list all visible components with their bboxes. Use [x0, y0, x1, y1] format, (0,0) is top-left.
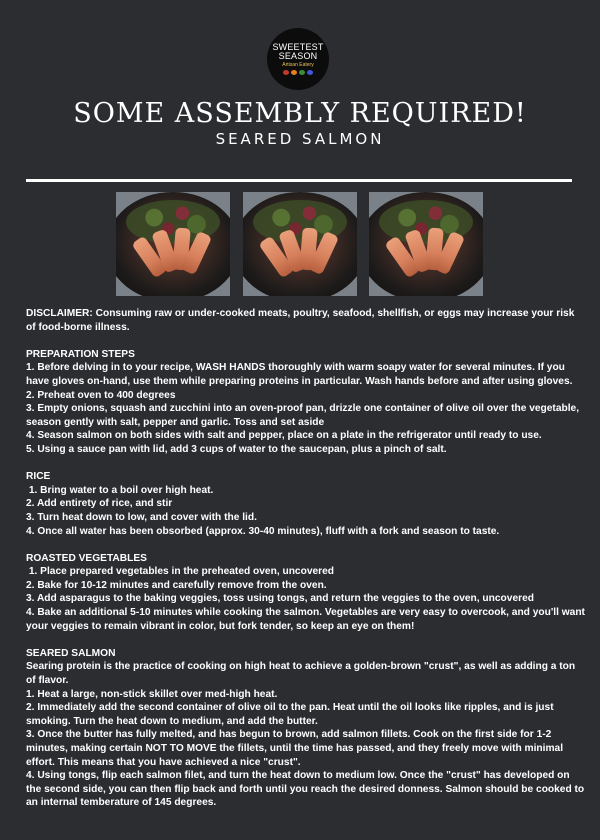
list-item: 1. Place prepared vegetables in the preheated oven, uncovered: [26, 566, 335, 578]
list-item: 2. Preheat oven to 400 degrees: [26, 389, 176, 401]
section-heading-salmon: SEARED SALMON: [26, 647, 116, 659]
list-item: 3. Once the butter has fully melted, and has begun to brown, add salmon fillets. Cook on the first side for 1-2 minutes, making certain NOT TO MOVE the fillets, until the time has passed, and they freely move with minimal effort. This means that you have achieved a nice "crust".: [26, 729, 564, 768]
list-item: 2. Add entirety of rice, and stir: [26, 498, 173, 510]
list-item: 3. Add asparagus to the baking veggies, toss using tongs, and return the veggies to the oven, uncovered: [26, 593, 534, 605]
page-title: SOME ASSEMBLY REQUIRED!: [73, 98, 527, 129]
eggplant-icon: [307, 70, 313, 75]
list-item: 4. Using tongs, flip each salmon filet, and turn the heat down to medium low. Once the "crust" has developed on the second side, you can then flip back and forth until you reach the desired donness. Salmon should be cooked to an internal temberature of 145 degrees.: [26, 770, 585, 809]
carrot-icon: [291, 70, 297, 75]
page-subtitle: SEARED SALMON: [215, 130, 385, 148]
list-item: 2. Bake for 10-12 minutes and carefully remove from the oven.: [26, 579, 327, 591]
list-item: 1. Before delving in to your recipe, WASH HANDS thoroughly with warm soapy water for several minutes. If you have gloves on-hand, use them while preparing proteins in particular. Wash hands before and after using gloves.: [26, 362, 573, 387]
section-heading-vegetables: ROASTED VEGETABLES: [26, 552, 147, 564]
list-item: 1. Bring water to a boil over high heat.: [26, 484, 214, 496]
salmon-intro: Searing protein is the practice of cooking on high heat to achieve a golden-brown "crust", as well as adding a ton of flavor.: [26, 661, 576, 687]
list-item: 2. Immediately add the second container of olive oil to the pan. Heat until the oil looks like ripples, and is just smoking. Turn the heat down to medium, and add the butter.: [26, 702, 554, 727]
salmon-dish-photo: [243, 192, 357, 296]
salmon-dish-photo: [369, 192, 483, 296]
section-heading-rice: RICE: [26, 471, 51, 483]
list-item: 5. Using a sauce pan with lid, add 3 cups of water to the saucepan, plus a pinch of salt.: [26, 443, 447, 455]
list-item: 4. Once all water has been obsorbed (approx. 30-40 minutes), fluff with a fork and season to taste.: [26, 525, 500, 537]
list-item: 1. Heat a large, non-stick skillet over med-high heat.: [26, 688, 278, 700]
logo-text-sweetest: SWEETEST: [272, 42, 324, 52]
list-item: 3. Empty onions, squash and zucchini into an oven-proof pan, drizzle one container of olive oil over the vegetable, season gently with salt, pepper and garlic. Toss and set aside: [26, 403, 580, 428]
logo-text-season: SEASON: [278, 51, 318, 61]
section-heading-preparation: PREPARATION STEPS: [26, 348, 135, 360]
disclaimer: DISCLAIMER: Consuming raw or under-cooked meats, poultry, seafood, shellfish, or eggs may increase your risk of food-borne illness.: [26, 308, 575, 333]
leaf-icon: [299, 70, 305, 75]
recipe-body: [26, 307, 586, 810]
tomato-icon: [283, 70, 289, 75]
list-item: 3. Turn heat down to low, and cover with the lid.: [26, 511, 257, 523]
list-item: 4. Bake an additional 5-10 minutes while cooking the salmon. Vegetables are very easy to overcook, and you'll want your veggies to remain vibrant in color, but fork tender, so keep an eye on them!: [26, 607, 585, 632]
salmon-dish-photo: [116, 192, 230, 296]
list-item: 4. Season salmon on both sides with salt and pepper, place on a plate in the refrigerator until ready to use.: [26, 430, 542, 442]
divider: [26, 179, 572, 182]
logo-text-eatery: Artisan Eatery: [282, 62, 314, 68]
logo-vegetable-icons: [283, 70, 313, 75]
restaurant-logo: [267, 28, 329, 90]
